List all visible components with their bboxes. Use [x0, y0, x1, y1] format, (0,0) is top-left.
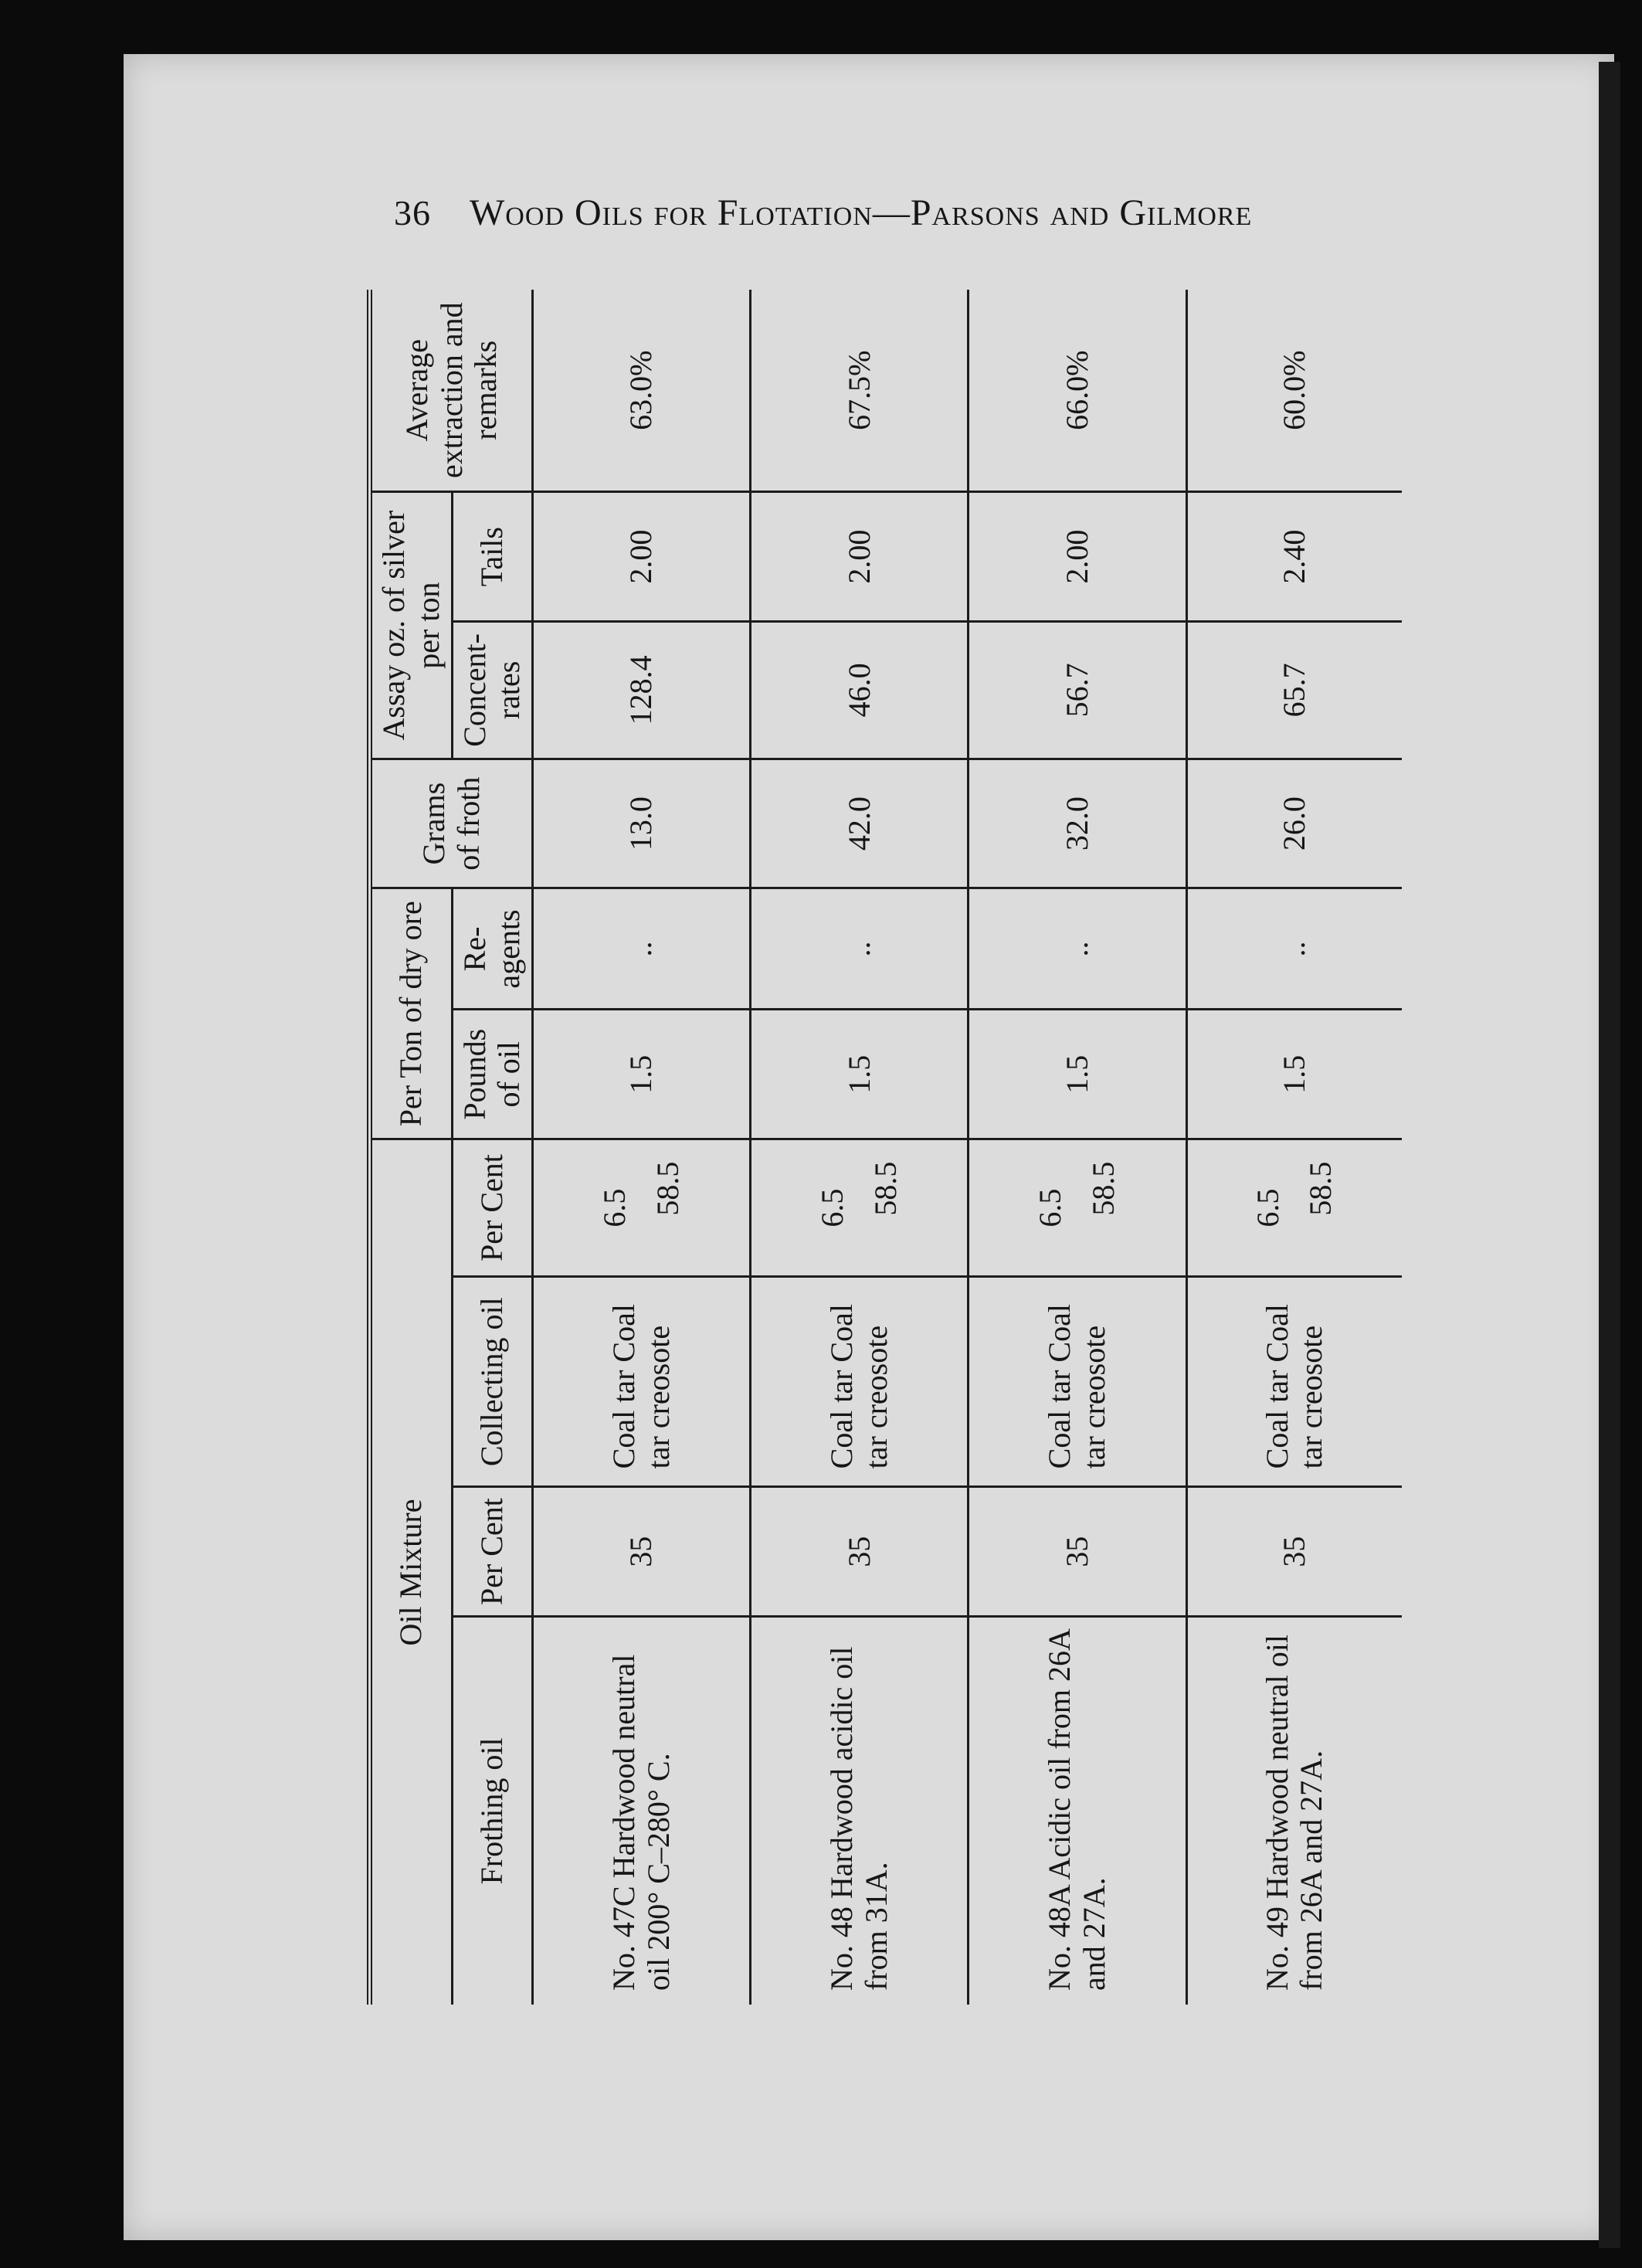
header-per-cent-2: Per Cent — [452, 1139, 533, 1277]
tails-cell: 2.00 — [533, 492, 751, 622]
tails-cell: 2.00 — [751, 492, 969, 622]
tails-cell: 2.00 — [969, 492, 1186, 622]
average-extraction-cell: 66.0% — [969, 290, 1186, 492]
per-cent-cell: 35 — [969, 1487, 1186, 1617]
per-cent-value: 58.5 — [867, 1161, 903, 1216]
per-cent-value: 58.5 — [1086, 1161, 1121, 1216]
concentrates-cell: 65.7 — [1186, 621, 1402, 759]
average-extraction-cell: 63.0% — [533, 290, 751, 492]
reagents-cell: .. — [969, 888, 1186, 1010]
grams-froth-cell: 42.0 — [751, 759, 969, 888]
per-cent-cell: 35 — [533, 1487, 751, 1617]
per-cent-value: 6.5 — [1033, 1188, 1068, 1227]
rotated-table-container — [367, 290, 1402, 2005]
collecting-oil-cell: Coal tar Coal tar creosote — [1186, 1277, 1402, 1487]
frothing-oil-cell: No. 48A Acidic oil from 26A and 27A. — [969, 1616, 1186, 2005]
per-cent-value: 6.5 — [1250, 1188, 1285, 1227]
per-cent-pair-cell — [1186, 1139, 1402, 1277]
per-cent-value: 6.5 — [815, 1188, 850, 1227]
table-row — [1186, 290, 1402, 2005]
frothing-oil-cell: No. 47C Hardwood neutral oil 200° C–280° C. — [533, 1616, 751, 2005]
page-number: 36 — [394, 193, 431, 233]
header-pounds-of-oil: Pounds of oil — [452, 1010, 533, 1139]
header-grams-froth: Grams of froth — [370, 759, 533, 888]
per-cent-pair-cell — [751, 1139, 969, 1277]
tails-cell: 2.40 — [1186, 492, 1402, 622]
grams-froth-cell: 26.0 — [1186, 759, 1402, 888]
collecting-oil-cell: Coal tar Coal tar creosote — [969, 1277, 1186, 1487]
average-extraction-cell: 67.5% — [751, 290, 969, 492]
frothing-oil-cell: No. 48 Hardwood acidic oil from 31A. — [751, 1616, 969, 2005]
concentrates-cell: 56.7 — [969, 621, 1186, 759]
grams-froth-cell: 32.0 — [969, 759, 1186, 888]
per-cent-value: 58.5 — [1303, 1161, 1338, 1216]
per-cent-cell: 35 — [1186, 1487, 1402, 1617]
header-tails: Tails — [452, 492, 533, 622]
header-reagents: Re-agents — [452, 888, 533, 1010]
header-concentrates: Concent-rates — [452, 621, 533, 759]
reagents-cell: .. — [751, 888, 969, 1010]
header-frothing-oil: Frothing oil — [452, 1616, 533, 2005]
reagents-cell: .. — [533, 888, 751, 1010]
reagents-cell: .. — [1186, 888, 1402, 1010]
header-per-cent-1: Per Cent — [452, 1487, 533, 1617]
header-assay: Assay oz. of silver per ton — [370, 492, 453, 759]
frothing-oil-cell: No. 49 Hardwood neutral oil from 26A and 27A. — [1186, 1616, 1402, 2005]
table-row — [533, 290, 751, 2005]
per-cent-pair-cell — [969, 1139, 1186, 1277]
per-cent-cell: 35 — [751, 1487, 969, 1617]
book-spine — [1599, 62, 1620, 2248]
header-oil-mixture: Oil Mixture — [370, 1139, 453, 2005]
collecting-oil-cell: Coal tar Coal tar creosote — [751, 1277, 969, 1487]
per-cent-value: 6.5 — [596, 1188, 632, 1227]
header-average: Average extraction and remarks — [370, 290, 533, 492]
pounds-of-oil-cell: 1.5 — [751, 1010, 969, 1139]
concentrates-cell: 46.0 — [751, 621, 969, 759]
collecting-oil-cell: Coal tar Coal tar creosote — [533, 1277, 751, 1487]
concentrates-cell: 128.4 — [533, 621, 751, 759]
pounds-of-oil-cell: 1.5 — [1186, 1010, 1402, 1139]
flotation-results-table — [367, 290, 1402, 2005]
grams-froth-cell: 13.0 — [533, 759, 751, 888]
per-cent-pair-cell — [533, 1139, 751, 1277]
pounds-of-oil-cell: 1.5 — [969, 1010, 1186, 1139]
per-cent-value: 58.5 — [650, 1161, 685, 1216]
header-collecting-oil: Collecting oil — [452, 1277, 533, 1487]
table-row — [751, 290, 969, 2005]
header-per-ton: Per Ton of dry ore — [370, 888, 453, 1139]
pounds-of-oil-cell: 1.5 — [533, 1010, 751, 1139]
running-title: Wood Oils for Flotation—Parsons and Gilmore — [470, 192, 1253, 233]
average-extraction-cell: 60.0% — [1186, 290, 1402, 492]
table-row — [969, 290, 1186, 2005]
page-header — [394, 192, 1398, 246]
